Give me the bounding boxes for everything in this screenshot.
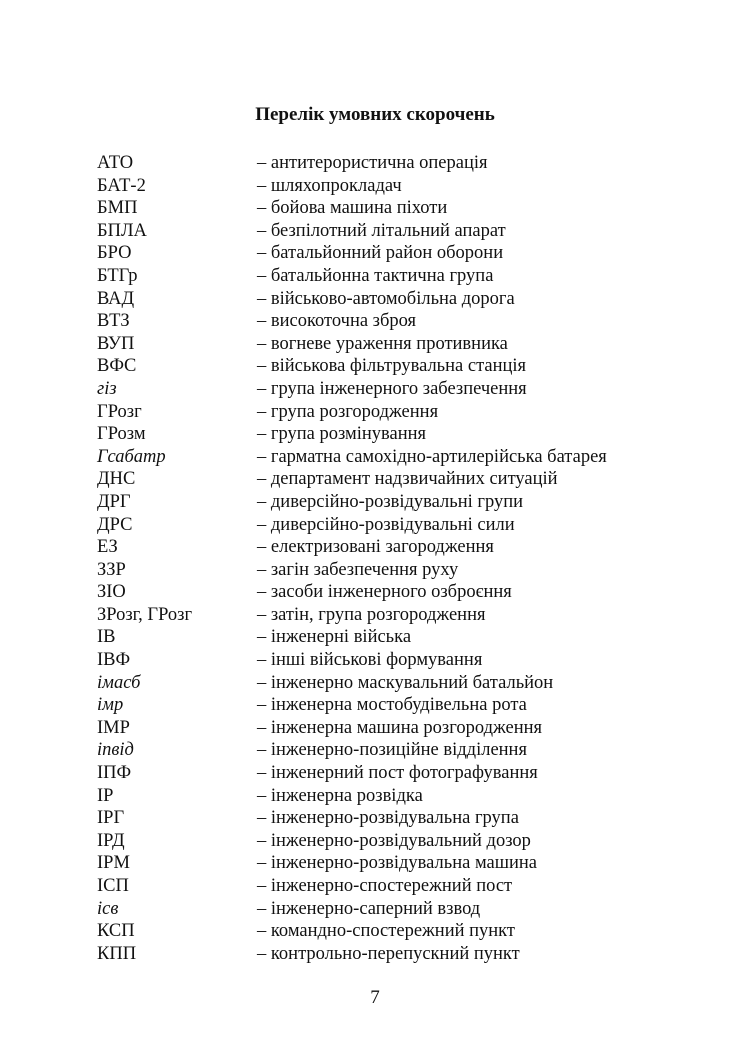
list-item: [97, 739, 657, 762]
list-item: [97, 762, 657, 785]
abbreviation-term: ІМР: [97, 717, 130, 738]
abbreviation-definition: – шляхопрокладач: [257, 175, 402, 196]
abbreviation-term: БМП: [97, 198, 138, 219]
abbreviation-definition: – інженерні війська: [257, 627, 412, 648]
abbreviation-term: ІРД: [97, 830, 125, 851]
abbreviation-definition: – група розмінування: [257, 424, 427, 445]
list-item: [97, 355, 657, 378]
abbreviation-definition: – інженерна розвідка: [257, 785, 423, 806]
abbreviation-definition: – військова фільтрувальна станція: [257, 356, 527, 377]
abbreviation-term: ЗЗР: [97, 559, 126, 580]
abbreviation-term: АТО: [97, 153, 134, 173]
abbreviation-definition: – високоточна зброя: [257, 311, 417, 332]
abbreviation-term: імр: [97, 695, 124, 716]
abbreviation-definition: – група інженерного забезпечення: [257, 378, 527, 399]
abbreviation-term: ГРозг: [97, 401, 142, 422]
abbreviation-definition: – група розгородження: [257, 401, 439, 422]
abbreviation-term: ІПФ: [97, 763, 132, 784]
abbreviation-term: гіз: [97, 378, 117, 399]
abbreviation-definition: – інженерно-розвідувальна група: [257, 808, 519, 829]
list-item: [97, 423, 657, 446]
list-item: [97, 875, 657, 898]
abbreviation-term: ЗІО: [97, 582, 126, 603]
list-item: [97, 152, 657, 175]
list-item: [97, 830, 657, 853]
list-item: [97, 920, 657, 943]
list-item: [97, 626, 657, 649]
abbreviation-term: ІСП: [97, 876, 129, 896]
abbreviation-term: ВФС: [97, 356, 137, 377]
list-item: [97, 446, 657, 469]
list-item: [97, 649, 657, 672]
list-item: [97, 717, 657, 740]
abbreviation-term: імасб: [97, 672, 141, 693]
abbreviation-definition: – інженерна мостобудівельна рота: [257, 695, 527, 716]
list-item: [97, 514, 657, 537]
abbreviation-term: БПЛА: [97, 220, 147, 241]
abbreviation-definition: – безпілотний літальний апарат: [257, 220, 506, 241]
list-item: [97, 401, 657, 424]
list-item: [97, 242, 657, 265]
abbreviation-term: ЗРозг, ГРозг: [97, 604, 193, 625]
abbreviation-definition: – військово-автомобільна дорога: [257, 288, 515, 309]
abbreviation-term: ВУП: [97, 333, 135, 354]
abbreviation-definition: – електризовані загородження: [257, 537, 494, 558]
abbreviation-term: ІРМ: [97, 853, 130, 874]
list-item: [97, 672, 657, 695]
abbreviation-list: [97, 152, 657, 965]
abbreviation-definition: – інші військові формування: [257, 650, 483, 671]
abbreviation-definition: – інженерно-розвідувальний дозор: [257, 830, 531, 851]
abbreviation-definition: – батальйонна тактична група: [257, 265, 494, 286]
list-item: [97, 807, 657, 830]
abbreviation-definition: – інженерна машина розгородження: [257, 717, 543, 738]
abbreviation-term: БРО: [97, 243, 132, 264]
abbreviation-definition: – інженерно-саперний взвод: [257, 898, 481, 919]
list-item: [97, 175, 657, 198]
list-item: [97, 491, 657, 514]
abbreviation-definition: – інженерний пост фотографування: [257, 763, 538, 784]
abbreviation-definition: – департамент надзвичайних ситуацій: [257, 469, 558, 490]
list-item: [97, 852, 657, 875]
abbreviation-term: КПП: [97, 943, 137, 964]
abbreviation-definition: – інженерно-розвідувальна машина: [257, 853, 538, 874]
list-item: [97, 559, 657, 582]
abbreviation-term: БАТ-2: [97, 175, 146, 196]
abbreviation-definition: – батальйонний район оборони: [257, 243, 504, 264]
abbreviation-definition: – інженерно маскувальний батальйон: [257, 672, 554, 693]
list-item: [97, 581, 657, 604]
abbreviation-term: БТГр: [97, 265, 138, 286]
abbreviation-definition: – загін забезпечення руху: [257, 559, 459, 580]
abbreviation-term: ВТЗ: [97, 311, 130, 332]
list-item: [97, 265, 657, 288]
list-item: [97, 378, 657, 401]
abbreviation-definition: – інженерно-спостережний пост: [257, 876, 513, 896]
abbreviation-term: ВАД: [97, 288, 135, 309]
list-item: [97, 536, 657, 559]
list-item: [97, 333, 657, 356]
abbreviation-term: ІРГ: [97, 808, 125, 829]
abbreviation-term: ІВФ: [97, 650, 131, 671]
list-item: [97, 197, 657, 220]
list-item: [97, 785, 657, 808]
abbreviation-term: ІР: [97, 785, 114, 806]
abbreviation-definition: – затін, група розгородження: [257, 604, 486, 625]
abbreviation-definition: – гарматна самохідно-артилерійська батарея: [257, 446, 607, 467]
abbreviation-definition: – засоби інженерного озброєння: [257, 582, 512, 603]
abbreviation-definition: – бойова машина піхоти: [257, 198, 448, 219]
abbreviation-term: ГРозм: [97, 424, 146, 445]
abbreviation-term: Гсабатр: [97, 446, 166, 467]
list-item: [97, 220, 657, 243]
page-title: Перелік умовних скорочень: [255, 104, 495, 125]
abbreviation-term: КСП: [97, 921, 135, 942]
abbreviation-definition: – вогневе ураження противника: [257, 333, 508, 354]
abbreviation-definition: – антитерористична операція: [257, 153, 488, 173]
list-item: [97, 943, 657, 966]
list-item: [97, 288, 657, 311]
list-item: [97, 468, 657, 491]
abbreviation-term: ДРГ: [97, 491, 131, 512]
abbreviation-term: ІВ: [97, 627, 116, 648]
abbreviation-definition: – контрольно-перепускний пункт: [257, 943, 520, 964]
abbreviation-term: ісв: [97, 898, 119, 919]
abbreviation-definition: – командно-спостережний пункт: [257, 921, 516, 942]
abbreviation-term: ДНС: [97, 469, 136, 490]
abbreviation-definition: – диверсійно-розвідувальні групи: [257, 491, 524, 512]
list-item: [97, 604, 657, 627]
list-item: [97, 694, 657, 717]
abbreviation-definition: – диверсійно-розвідувальні сили: [257, 514, 515, 535]
list-item: [97, 898, 657, 921]
page-number: 7: [370, 987, 380, 1008]
abbreviation-term: ДРС: [97, 514, 133, 535]
abbreviation-term: іпвід: [97, 740, 134, 761]
list-item: [97, 310, 657, 333]
abbreviation-definition: – інженерно-позиційне відділення: [257, 740, 527, 761]
abbreviation-term: ЕЗ: [97, 537, 118, 558]
